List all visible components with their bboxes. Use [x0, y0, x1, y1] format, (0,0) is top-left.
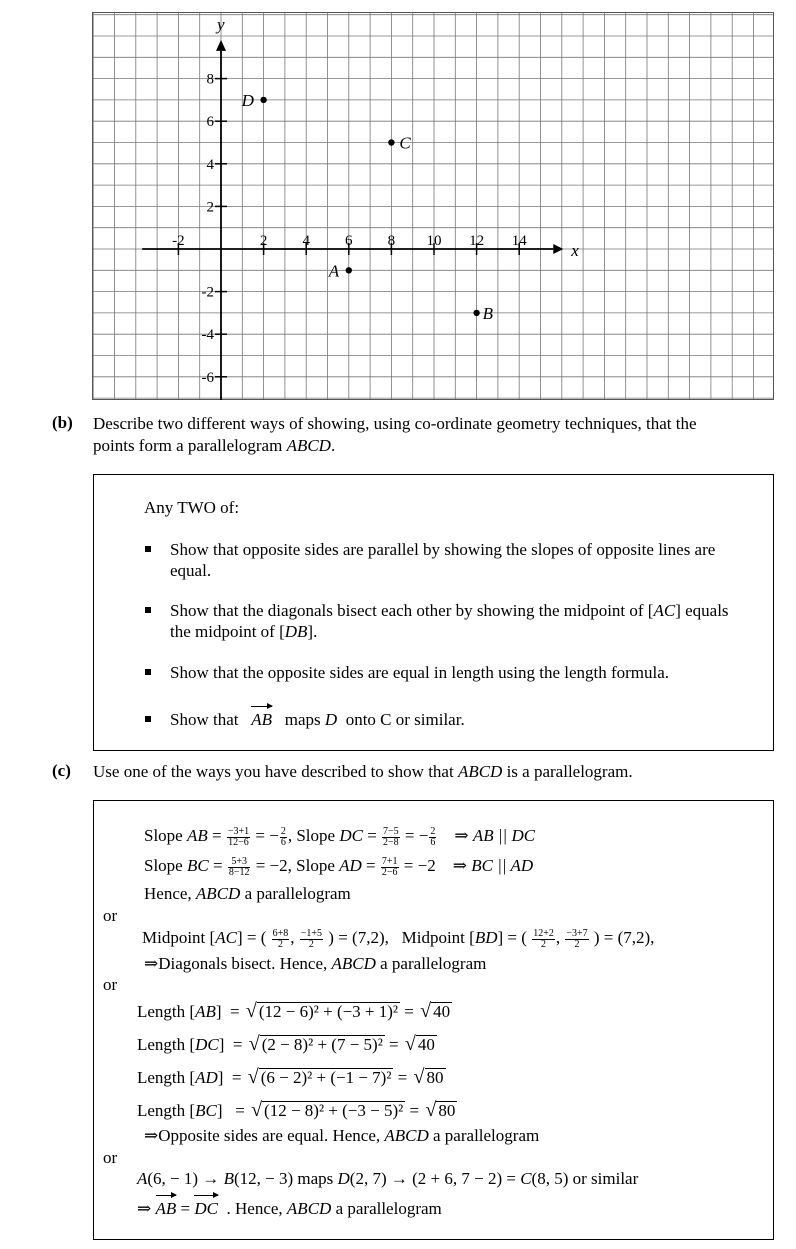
- translation-line: A(6, − 1) → B(12, − 3) maps D(2, 7) → (2 + 6, 7 − 2) = C(8, 5) or similar: [137, 1169, 639, 1188]
- x-tick-label: 14: [511, 233, 527, 249]
- part-c-question: Use one of the ways you have described to show that ABCD is a parallelogram.: [93, 762, 633, 781]
- bullet-marker: [145, 669, 151, 675]
- or-label: or: [103, 975, 118, 994]
- y-tick-label: 4: [206, 156, 214, 173]
- bullet-marker: [145, 716, 151, 722]
- point-a: [346, 267, 352, 273]
- y-tick-label: -6: [201, 369, 214, 386]
- translation-conclusion: ⇒ AB = DC . Hence, ABCD a parallelogram: [137, 1199, 442, 1218]
- bullet-marker: [145, 607, 151, 613]
- slope-conclusion: Hence, ABCD a parallelogram: [144, 884, 351, 903]
- x-tick-label: 12: [469, 233, 485, 249]
- point-label-b: B: [482, 303, 493, 323]
- vector-ab: AB: [251, 710, 273, 729]
- x-tick-label: 10: [426, 233, 442, 249]
- or-label: or: [103, 1148, 118, 1167]
- part-b-question-line2: points form a parallelogram ABCD.: [93, 436, 336, 455]
- y-tick-label: 2: [206, 199, 214, 216]
- length-ad: Length [AD] = √ (6 − 2)² + (−1 − 7)² = √ 80: [137, 1066, 444, 1088]
- part-b-label: (b): [52, 413, 73, 432]
- point-label-a: A: [328, 261, 340, 281]
- bullet-2-line1: Show that the diagonals bisect each other by showing the midpoint of [AC] equals: [170, 601, 729, 620]
- bullet-4: Show that AB maps D onto C or similar.: [170, 710, 465, 729]
- answer-intro: Any TWO of:: [144, 498, 240, 517]
- part-b-question-line1: Describe two different ways of showing, using co-ordinate geometry techniques, that the: [93, 414, 697, 433]
- y-tick-label: 6: [206, 114, 214, 131]
- x-tick-label: 2: [259, 233, 268, 249]
- length-bc: Length [BC] = √ (12 − 8)² + (−3 − 5)² = √ 80: [137, 1099, 456, 1121]
- point-d: [260, 97, 266, 103]
- midpoint-line: Midpoint [AC] = ( $\frac{6+8}{2}$ , $\frac{-1+5}{2}$ ) = (7,2), Midpoint [BD] = ( $\frac{12+2}{2}$ , $\frac{-3+7}{2}$ ) = (7,2),: [142, 927, 655, 950]
- x-tick-label: -2: [172, 233, 185, 249]
- length-conclusion: ⇒Opposite sides are equal. Hence, ABCD a parallelogram: [144, 1126, 540, 1145]
- graph-svg: [92, 12, 774, 400]
- part-c-label: (c): [52, 761, 71, 780]
- vector-ab: AB: [155, 1199, 177, 1218]
- part-c-answer-box: [93, 800, 774, 1240]
- x-tick-label: 6: [345, 233, 353, 249]
- coordinate-graph: [92, 12, 774, 400]
- slope-line-1: Slope AB = $\frac{-3+1}{12-6}$ = − $\frac{2}{6}$ , Slope DC = $\frac{7-5}{2-8}$ = − $\frac{2}{6}$ ⇒ AB || DC: [144, 825, 536, 848]
- bullet-1-line2: equal.: [170, 561, 212, 580]
- y-tick-label: -2: [201, 284, 214, 301]
- point-label-c: C: [399, 133, 411, 153]
- x-tick-label: 4: [302, 233, 310, 249]
- midpoint-conclusion: ⇒Diagonals bisect. Hence, ABCD a parallelogram: [144, 954, 487, 973]
- bullet-3: Show that the opposite sides are equal in length using the length formula.: [170, 663, 670, 682]
- y-tick-label: -4: [201, 327, 214, 344]
- vector-dc: DC: [194, 1199, 218, 1218]
- bullet-1-line1: Show that opposite sides are parallel by showing the slopes of opposite lines are: [170, 540, 716, 559]
- length-ab: Length [AB] = √ (12 − 6)² + (−3 + 1)² = √ 40: [137, 1000, 451, 1022]
- x-axis-label: x: [571, 241, 579, 260]
- bullet-2-line2: the midpoint of [DB].: [170, 622, 318, 641]
- point-b: [473, 310, 479, 316]
- y-axis-label: y: [217, 15, 225, 34]
- or-label: or: [103, 906, 118, 925]
- bullet-marker: [145, 546, 151, 552]
- length-dc: Length [DC] = √ (2 − 8)² + (7 − 5)² = √ 40: [137, 1033, 435, 1055]
- point-label-d: D: [241, 90, 254, 110]
- slope-line-2: Slope BC = $\frac{5+3}{8-12}$ = −2, Slope AD = $\frac{7+1}{2-6}$ = −2 ⇒ BC || AD: [144, 855, 534, 878]
- x-tick-label: 8: [387, 233, 396, 249]
- y-tick-label: 8: [206, 71, 214, 88]
- point-c: [388, 139, 394, 145]
- y-axis-arrow: [216, 40, 226, 51]
- part-b-answer-box: [93, 474, 774, 751]
